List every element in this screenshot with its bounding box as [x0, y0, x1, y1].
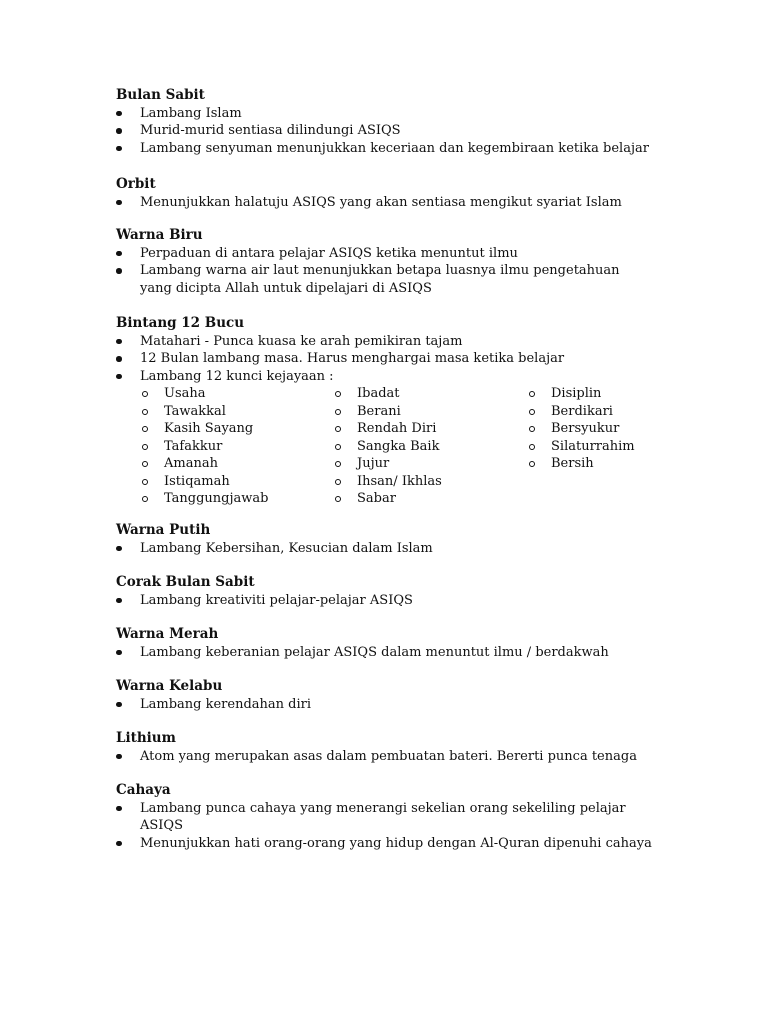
sub-list-item [527, 455, 635, 473]
circle-bullet-icon [142, 496, 148, 502]
bullet-icon [116, 128, 122, 134]
circle-bullet-icon [142, 461, 148, 467]
sub-list-column [140, 385, 268, 508]
sub-list-item-text: Sangka Baik [357, 438, 440, 454]
sub-list-item [140, 385, 268, 403]
list-item [116, 262, 650, 297]
sub-list-item-text: Tawakkal [164, 403, 226, 419]
bullet-list [116, 800, 716, 853]
sub-list-item-text: Sabar [357, 491, 396, 506]
bullet-icon [116, 200, 122, 206]
list-item [116, 333, 716, 351]
section-heading: Lithium [116, 730, 176, 746]
sub-list-item-text: Berani [357, 403, 401, 419]
section-heading: Warna Kelabu [116, 678, 223, 694]
circle-bullet-icon [335, 496, 341, 502]
section-lithium [116, 730, 716, 765]
list-item-text: Murid-murid sentiasa dilindungi ASIQS [140, 123, 401, 138]
section-warna-kelabu [116, 678, 716, 713]
list-item-text: Lambang kreativiti pelajar-pelajar ASIQS [140, 592, 413, 608]
sub-list-item [333, 403, 442, 421]
sub-list-item-text: Silaturrahim [551, 438, 635, 454]
list-item [116, 194, 716, 212]
list-item-text: Menunjukkan hati orang-orang yang hidup dengan Al-Quran dipenuhi cahaya [140, 835, 652, 851]
circle-bullet-icon [529, 426, 535, 432]
list-item-text: Matahari - Punca kuasa ke arah pemikiran tajam [140, 333, 463, 349]
sub-list-item [527, 403, 635, 421]
sub-list-item-text: Bersyukur [551, 421, 620, 436]
circle-bullet-icon [335, 426, 341, 432]
circle-bullet-icon [529, 444, 535, 450]
section-warna-biru [116, 227, 716, 297]
bullet-list [116, 245, 716, 298]
section-heading: Cahaya [116, 782, 171, 798]
list-item [116, 748, 716, 766]
circle-bullet-icon [335, 479, 341, 485]
list-item [116, 696, 716, 714]
list-item-text: 12 Bulan lambang masa. Harus menghargai masa ketika belajar [140, 351, 565, 366]
sub-list-item-text: Istiqamah [164, 473, 230, 489]
sub-list-item [140, 438, 268, 456]
section-heading: Corak Bulan Sabit [116, 574, 255, 590]
sub-list-item [333, 455, 442, 473]
circle-bullet-icon [529, 391, 535, 397]
bullet-icon [116, 374, 122, 380]
list-item [116, 644, 716, 662]
sub-list-item [527, 438, 635, 456]
sub-list-columns [116, 385, 716, 508]
bullet-list [116, 105, 716, 158]
bullet-icon [116, 702, 122, 708]
sub-list-item [140, 420, 268, 438]
list-item [116, 592, 716, 610]
list-item [116, 245, 716, 263]
section-warna-putih [116, 522, 716, 557]
sub-list-item [333, 420, 442, 438]
bullet-icon [116, 546, 122, 552]
circle-bullet-icon [335, 461, 341, 467]
list-item-text: Lambang punca cahaya yang menerangi sekelian orang sekeliling pelajar ASIQS [140, 800, 626, 833]
section-bintang-12-bucu [116, 315, 716, 508]
list-item [116, 140, 716, 158]
section-heading: Warna Biru [116, 227, 203, 243]
list-item [116, 540, 716, 558]
sub-list-item [333, 438, 442, 456]
list-item-text: Perpaduan di antara pelajar ASIQS ketika menuntut ilmu [140, 245, 518, 261]
section-heading: Warna Putih [116, 522, 211, 538]
list-item-text: Lambang senyuman menunjukkan keceriaan dan kegembiraan ketika belajar [140, 140, 649, 156]
bullet-icon [116, 806, 122, 812]
list-item-text: Lambang 12 kunci kejayaan : [140, 368, 334, 384]
list-item-text: Lambang kerendahan diri [140, 696, 312, 712]
sub-list-item-text: Amanah [164, 456, 218, 471]
sub-list-item [333, 473, 442, 491]
bullet-list [116, 333, 716, 386]
circle-bullet-icon [529, 409, 535, 415]
list-item-text: Lambang warna air laut menunjukkan betapa luasnya ilmu pengetahuan yang dicipta Allah untuk dipelajari di ASIQS [140, 263, 620, 296]
sub-list-item [140, 490, 268, 508]
bullet-icon [116, 598, 122, 604]
sub-list-item [333, 385, 442, 403]
bullet-icon [116, 339, 122, 345]
sub-list-item-text: Jujur [357, 456, 390, 471]
list-item [116, 835, 716, 853]
sub-list-item-text: Disiplin [551, 386, 602, 401]
sub-list-item-text: Ibadat [357, 386, 400, 401]
section-heading: Bulan Sabit [116, 87, 205, 103]
sub-list-item-text: Tafakkur [164, 438, 223, 454]
bullet-icon [116, 841, 122, 847]
bullet-icon [116, 754, 122, 760]
sub-list-column [527, 385, 635, 473]
list-item-text: Lambang keberanian pelajar ASIQS dalam menuntut ilmu / berdakwah [140, 644, 609, 660]
sub-list-item [333, 490, 442, 508]
bullet-icon [116, 146, 122, 152]
sub-list-item-text: Kasih Sayang [164, 421, 254, 436]
sub-list-item [140, 403, 268, 421]
sub-list-item-text: Tanggungjawab [164, 491, 269, 506]
sub-list-item [140, 455, 268, 473]
section-warna-merah [116, 626, 716, 661]
bullet-list [116, 194, 716, 212]
list-item [116, 122, 716, 140]
bullet-icon [116, 111, 122, 117]
circle-bullet-icon [142, 409, 148, 415]
section-heading: Bintang 12 Bucu [116, 315, 245, 331]
list-item-text: Lambang Kebersihan, Kesucian dalam Islam [140, 540, 433, 556]
circle-bullet-icon [335, 391, 341, 397]
circle-bullet-icon [142, 444, 148, 450]
list-item-text: Lambang Islam [140, 105, 242, 121]
sub-list-item [527, 385, 635, 403]
section-heading: Orbit [116, 176, 156, 192]
sub-list-item [140, 473, 268, 491]
sub-list-item-text: Bersih [551, 456, 594, 471]
bullet-list [116, 748, 716, 766]
sub-list-item-text: Ihsan/ Ikhlas [357, 473, 442, 489]
sub-list-item-text: Usaha [164, 386, 206, 401]
circle-bullet-icon [142, 479, 148, 485]
section-corak-bulan-sabit [116, 574, 716, 609]
list-item [116, 105, 716, 123]
circle-bullet-icon [529, 461, 535, 467]
section-bulan-sabit [116, 87, 716, 157]
list-item [116, 800, 650, 835]
sub-list-column [333, 385, 442, 508]
sub-list-item [527, 420, 635, 438]
bullet-list [116, 644, 716, 662]
bullet-icon [116, 268, 122, 274]
sub-list-item-text: Berdikari [551, 403, 613, 419]
bullet-list [116, 696, 716, 714]
section-cahaya [116, 782, 716, 852]
list-item [116, 350, 716, 368]
circle-bullet-icon [142, 426, 148, 432]
section-heading: Warna Merah [116, 626, 219, 642]
list-item-text: Menunjukkan halatuju ASIQS yang akan sentiasa mengikut syariat Islam [140, 194, 622, 210]
sub-list-item-text: Rendah Diri [357, 421, 437, 436]
list-item-text: Atom yang merupakan asas dalam pembuatan bateri. Bererti punca tenaga [140, 748, 637, 764]
bullet-icon [116, 650, 122, 656]
circle-bullet-icon [142, 391, 148, 397]
bullet-list [116, 540, 716, 558]
bullet-list [116, 592, 716, 610]
circle-bullet-icon [335, 409, 341, 415]
bullet-icon [116, 356, 122, 362]
circle-bullet-icon [335, 444, 341, 450]
section-orbit [116, 176, 716, 211]
bullet-icon [116, 251, 122, 257]
list-item [116, 368, 716, 386]
